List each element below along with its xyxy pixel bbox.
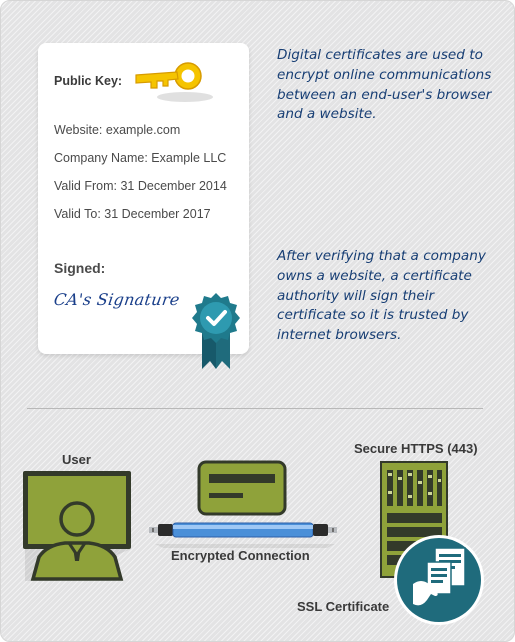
ssl-certificate-icon [393, 534, 485, 626]
valid-from-label: Valid From: [54, 179, 117, 193]
valid-from-row [54, 179, 227, 193]
certified-badge-icon [188, 291, 244, 371]
section-divider [27, 408, 483, 409]
certificate-card [38, 43, 249, 354]
valid-to-value: 31 December 2017 [104, 207, 211, 221]
company-value: Example LLC [151, 151, 227, 165]
authority-description: After verifying that a company owns a website, a certificate authority will sign their certificate so it is trusted by internet browsers. [277, 248, 486, 344]
key-icon [130, 57, 216, 103]
credit-card-icon [197, 460, 289, 516]
company-label: Company Name: [54, 151, 148, 165]
secure-https-label: Secure HTTPS (443) [354, 441, 478, 456]
company-row [54, 151, 226, 165]
website-label: Website: [54, 123, 103, 137]
signed-label: Signed: [54, 260, 106, 276]
valid-to-row [54, 207, 211, 221]
public-key-label: Public Key: [54, 74, 123, 88]
valid-to-label: Valid To: [54, 207, 101, 221]
encrypted-connection-label: Encrypted Connection [171, 548, 310, 563]
usb-cable-icon [147, 518, 343, 548]
ca-signature: CA's Signature [52, 290, 182, 309]
website-row [54, 123, 180, 137]
intro-description: Digital certificates are used to encrypt online communications between an end-user's browser and a website. [277, 47, 492, 123]
valid-from-value: 31 December 2014 [120, 179, 227, 193]
website-value: example.com [105, 123, 181, 137]
ssl-certificate-label: SSL Certificate [297, 599, 390, 614]
user-monitor-icon [23, 471, 133, 581]
user-label: User [62, 452, 91, 467]
